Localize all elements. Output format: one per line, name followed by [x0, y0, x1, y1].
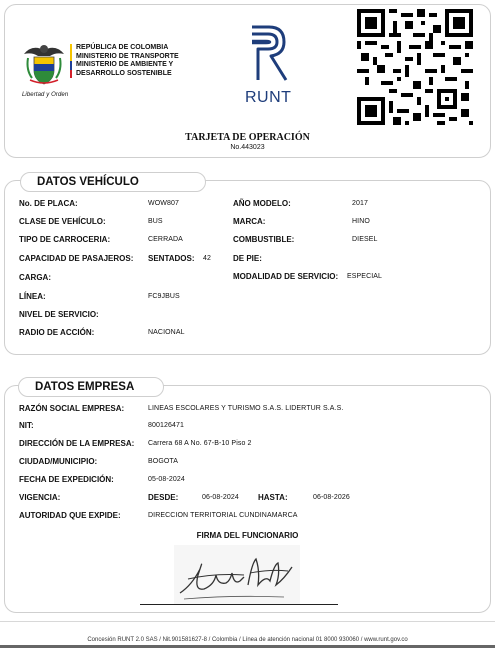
authority-value: DIRECCION TERRITORIAL CUNDINAMARCA — [148, 512, 298, 519]
issue-date-label: FECHA DE EXPEDICIÓN: — [19, 475, 114, 484]
entity-line: DESARROLLO SOSTENIBLE — [76, 69, 172, 77]
validity-label: VIGENCIA: — [19, 493, 61, 502]
seated-value: 42 — [203, 255, 211, 262]
cargo-label: CARGA: — [19, 273, 51, 282]
document-number: No.443023 — [230, 144, 265, 151]
address-label: DIRECCIÓN DE LA EMPRESA: — [19, 439, 135, 448]
runt-brand-text: RUNT — [245, 89, 292, 106]
class-label: CLASE DE VEHÍCULO: — [19, 217, 106, 226]
footer-text: Concesión RUNT 2.0 SAS / Nit.901581627-8 / Colombia / Línea de atención nacional 01 8000 930060 / www.runt.gov.co — [87, 637, 408, 643]
seated-label: SENTADOS: — [148, 254, 195, 263]
address-value: Carrera 68 A No. 67-B-10 Piso 2 — [148, 440, 252, 447]
company-section-title: DATOS EMPRESA — [18, 377, 164, 397]
plate-label: No. DE PLACA: — [19, 199, 78, 208]
plate-value: WOW807 — [148, 200, 179, 207]
document-title: TARJETA DE OPERACIÓN — [185, 132, 310, 143]
service-mode-label: MODALIDAD DE SERVICIO: — [233, 272, 339, 281]
to-label: HASTA: — [258, 493, 288, 502]
city-value: BOGOTA — [148, 458, 179, 465]
body-label: TIPO DE CARROCERIA: — [19, 235, 111, 244]
from-label: DESDE: — [148, 493, 179, 502]
standing-label: DE PIE: — [233, 254, 262, 263]
motto: Libertad y Orden — [22, 92, 69, 98]
nit-value: 800126471 — [148, 422, 184, 429]
entity-lines — [76, 44, 179, 78]
model-year-value: 2017 — [352, 200, 368, 207]
brand-label: MARCA: — [233, 217, 266, 226]
company-name-value: LINEAS ESCOLARES Y TURISMO S.A.S. LIDERTUR S.A.S. — [148, 405, 344, 412]
service-mode-value: ESPECIAL — [347, 273, 383, 280]
fuel-value: DIESEL — [352, 236, 378, 243]
to-value: 06-08-2026 — [313, 494, 350, 501]
model-year-label: AÑO MODELO: — [233, 199, 291, 208]
line-label: LÍNEA: — [19, 292, 46, 301]
nit-label: NIT: — [19, 421, 34, 430]
body-value: CERRADA — [148, 236, 183, 243]
range-value: NACIONAL — [148, 329, 185, 336]
coat-of-arms-icon — [20, 40, 68, 88]
footer-rule — [0, 621, 495, 622]
from-value: 06-08-2024 — [202, 494, 239, 501]
signature-title: FIRMA DEL FUNCIONARIO — [196, 531, 299, 540]
runt-logo-icon — [247, 22, 291, 84]
signature-image — [174, 545, 300, 605]
entity-line: MINISTERIO DE AMBIENTE Y — [76, 61, 174, 68]
line-value: FC9JBUS — [148, 293, 180, 300]
brand-value: HINO — [352, 218, 370, 225]
signature-line — [140, 604, 338, 605]
vehicle-section-title: DATOS VEHÍCULO — [20, 172, 206, 192]
city-label: CIUDAD/MUNICIPIO: — [19, 457, 98, 466]
class-value: BUS — [148, 218, 163, 225]
entity-line: MINISTERIO DE TRANSPORTE — [76, 52, 179, 60]
service-level-label: NIVEL DE SERVICIO: — [19, 310, 99, 319]
qr-code — [357, 9, 473, 125]
fuel-label: COMBUSTIBLE: — [233, 235, 295, 244]
capacity-label: CAPACIDAD DE PASAJEROS: — [19, 254, 134, 263]
entity-line: REPÚBLICA DE COLOMBIA — [76, 44, 169, 51]
company-name-label: RAZÓN SOCIAL EMPRESA: — [19, 404, 125, 413]
flag-strip — [70, 44, 72, 78]
range-label: RADIO DE ACCIÓN: — [19, 328, 95, 337]
authority-label: AUTORIDAD QUE EXPIDE: — [19, 511, 121, 520]
issue-date-value: 05-08-2024 — [148, 476, 185, 483]
